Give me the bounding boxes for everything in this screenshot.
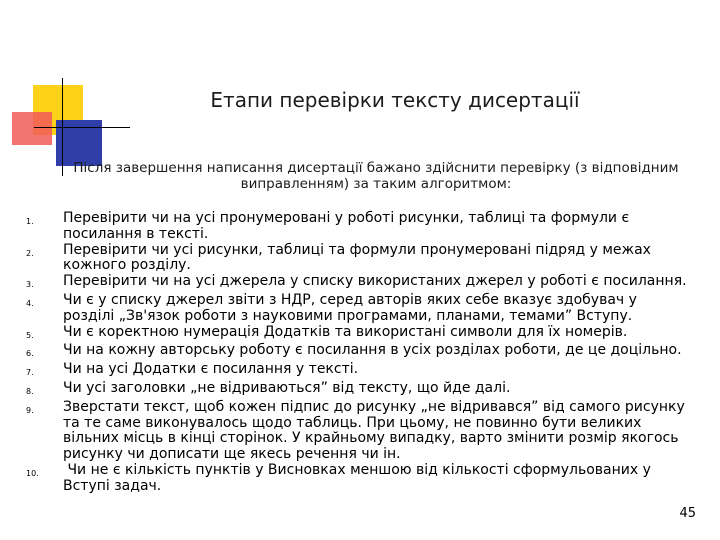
list-item-text: Перевірити чи на усі пронумеровані у роботі рисунки, таблиці та формули є посилання в тексті. [63, 210, 630, 242]
list-item-text: Зверстати текст, щоб кожен підпис до рисунку „не відривався” від самого рисунку та те саме виконувалось щодо таблиць. При цьому, не повинно бути великих вільних місць в кінці сторінок. У крайньому випадку, варто змінити розмір якогось рисунку чи дописати ще якесь речення чи ін. [63, 398, 685, 463]
intro-text: Після завершення написання дисертації бажано здійснити перевірку (з відповідним виправленням) за таким алгоритмом: [73, 160, 679, 192]
list-item-number: 6. [26, 349, 34, 359]
steps-list [26, 211, 698, 495]
list-item-number: 4. [26, 298, 34, 308]
list-item-number: 8. [26, 386, 34, 396]
list-item-number: 1. [26, 217, 34, 226]
list-item [26, 293, 698, 325]
decor-red-square [12, 112, 52, 145]
list-item-text: Чи є у списку джерел звіти з НДР, серед авторів яких себе вказує здобувач у розділі „Зв'язок роботи з науковими програмами, планами, темами” Вступу. [63, 291, 637, 324]
list-item-text: Чи усі заголовки „не відриваються” від тексту, що йде далі. [63, 379, 511, 396]
decor-horizontal-line [34, 127, 130, 128]
list-item-number: 3. [26, 280, 34, 290]
list-item [26, 325, 698, 344]
slide-title: Етапи перевірки тексту дисертації [210, 88, 580, 112]
list-item-number: 5. [26, 330, 34, 340]
list-item-number: 7. [26, 368, 34, 378]
list-item [26, 343, 698, 362]
list-item-text: Чи на кожну авторську роботу є посилання в усіх розділах роботи, де це доцільно. [63, 342, 682, 359]
list-item-text: Чи не є кількість пунктів у Висновках меншою від кількості сформульованих у Вступі задач. [63, 461, 651, 494]
list-item-number: 10. [26, 468, 39, 478]
page-number: 45 [679, 506, 696, 521]
list-item-text: Чи є коректною нумерація Додатків та використані символи для їх номерів. [63, 323, 628, 340]
list-item-text: Чи на усі Додатки є посилання у тексті. [63, 361, 359, 378]
list-item [26, 381, 698, 400]
list-item-text: Перевірити чи на усі джерела у списку використаних джерел у роботі є посилання. [63, 273, 687, 290]
list-item [26, 463, 698, 495]
list-item [26, 400, 698, 463]
list-item [26, 243, 698, 275]
list-item-number: 2. [26, 248, 34, 258]
list-item-number: 9. [26, 405, 34, 415]
list-item-text: Перевірити чи усі рисунки, таблиці та формули пронумеровані підряд у межах кожного розділу. [63, 241, 651, 274]
list-item [26, 362, 698, 381]
list-item [26, 211, 698, 243]
list-item [26, 274, 698, 293]
